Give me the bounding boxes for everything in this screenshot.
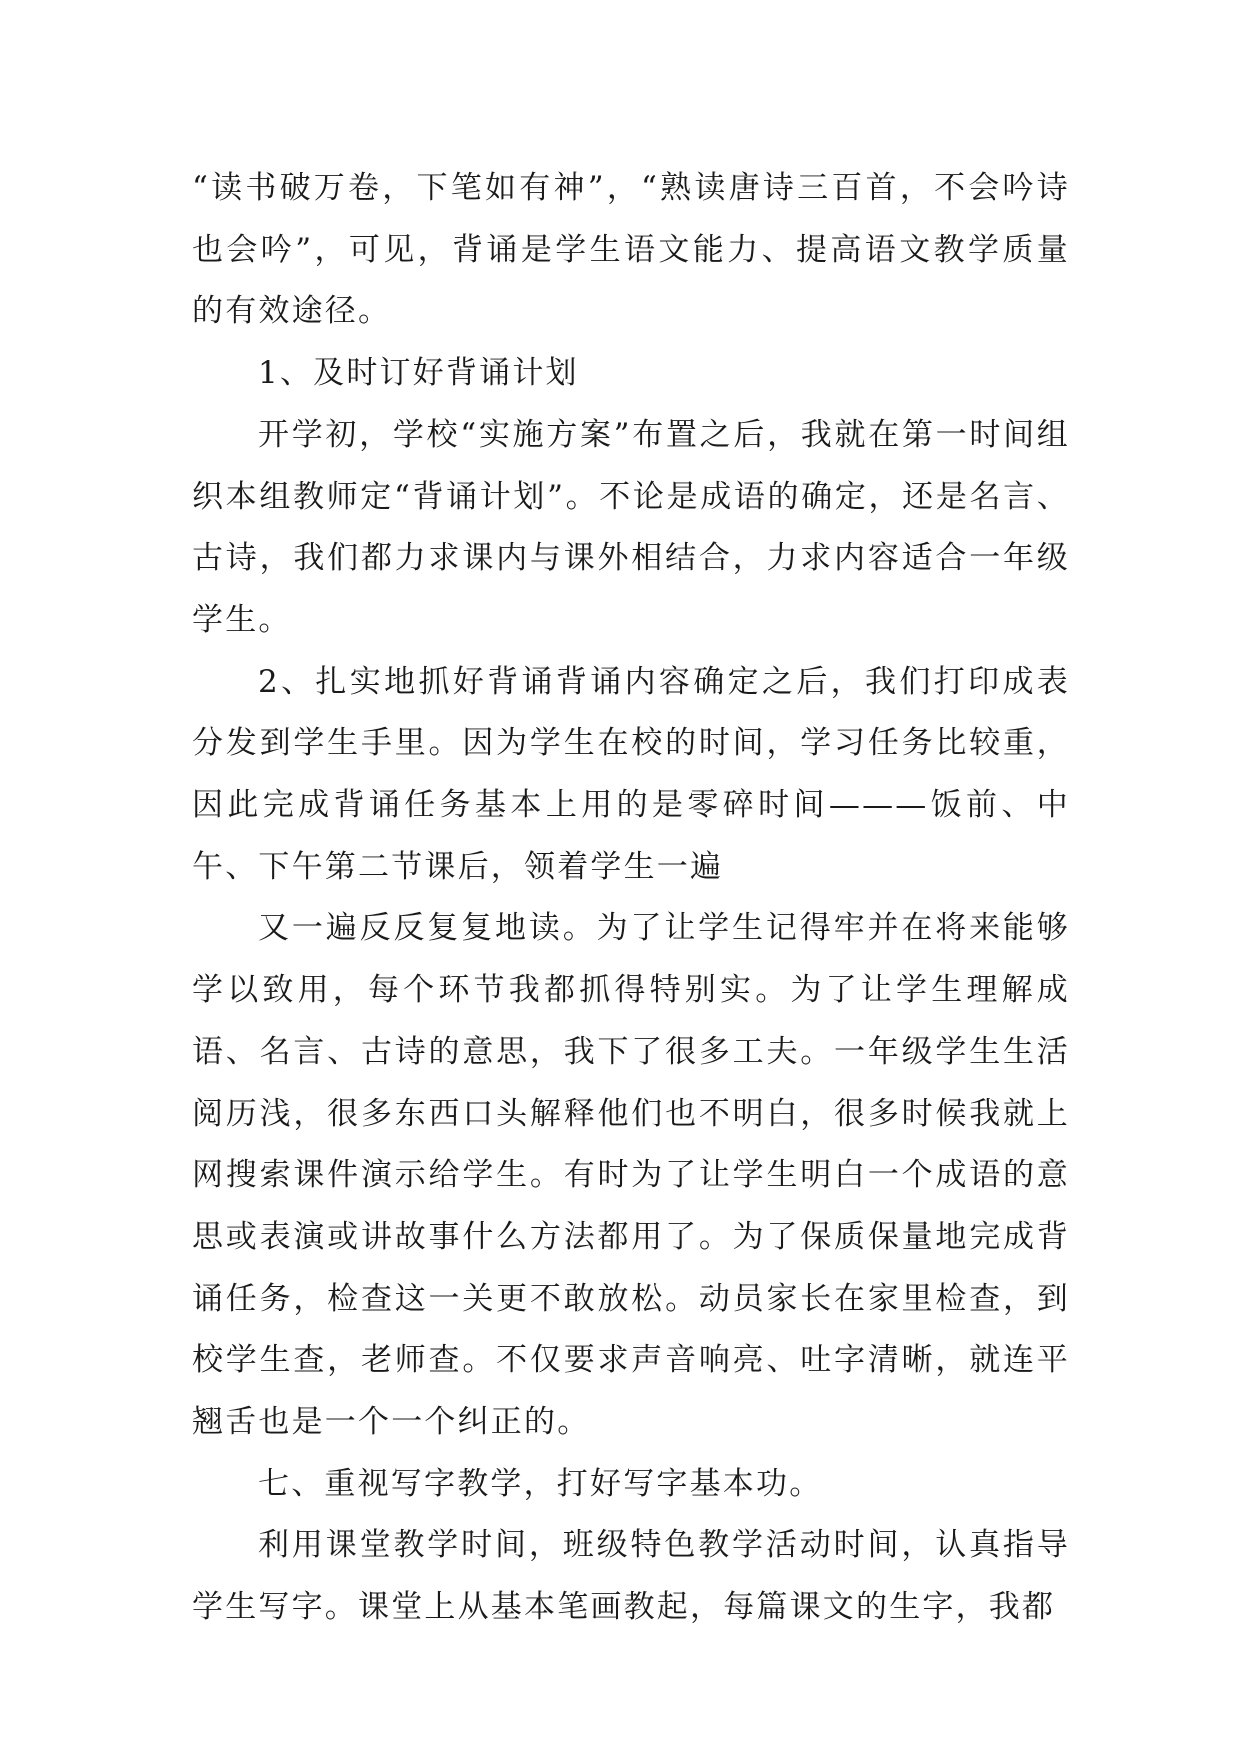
heading-recitation-plan: 1、及时订好背诵计划 — [258, 355, 579, 392]
paragraph-repeated-reading: 又一遍反反复复地读。为了让学生记得牢并在将来能够学以致用，每个环节我都抓得特别实。为了让学生理解成语、名言、古诗的意思，我下了很多工夫。一年级学生生活阅历浅，很多东西口头解释他们也不明白，很多时候我就上网搜索课件演示给学生。有时为了让学生明白一个成语的意思或表演或讲故事什么方法都用了。为了保质保量地完成背诵任务，检查这一关更不敢放松。动员家长在家里检查，到校学生查，老师查。不仅要求声音响亮、吐字清晰，就连平翘舌也是一个一个纠正的。 — [192, 910, 1070, 1441]
heading-writing-teaching: 七、重视写字教学，打好写字基本功。 — [258, 1465, 823, 1502]
paragraph-recitation-plan: 开学初，学校“实施方案”布置之后，我就在第一时间组织本组教师定“背诵计划”。不论是成语的确定，还是名言、古诗，我们都力求课内与课外相结合，力求内容适合一年级学生。 — [192, 416, 1070, 638]
paragraph-writing-guidance: 利用课堂教学时间，班级特色教学活动时间，认真指导学生写字。课堂上从基本笔画教起，每篇课文的生字，我都 — [192, 1527, 1070, 1626]
paragraph-recitation-practice: 2、扎实地抓好背诵背诵内容确定之后，我们打印成表分发到学生手里。因为学生在校的时间，学习任务比较重，因此完成背诵任务基本上用的是零碎时间———饭前、中午、下午第二节课后，领着学生一遍 — [192, 663, 1070, 885]
paragraph-intro: “读书破万卷，下笔如有神”，“熟读唐诗三百首，不会吟诗也会吟”，可见，背诵是学生语文能力、提高语文教学质量的有效途径。 — [192, 170, 1070, 330]
document-body — [192, 158, 1070, 1639]
